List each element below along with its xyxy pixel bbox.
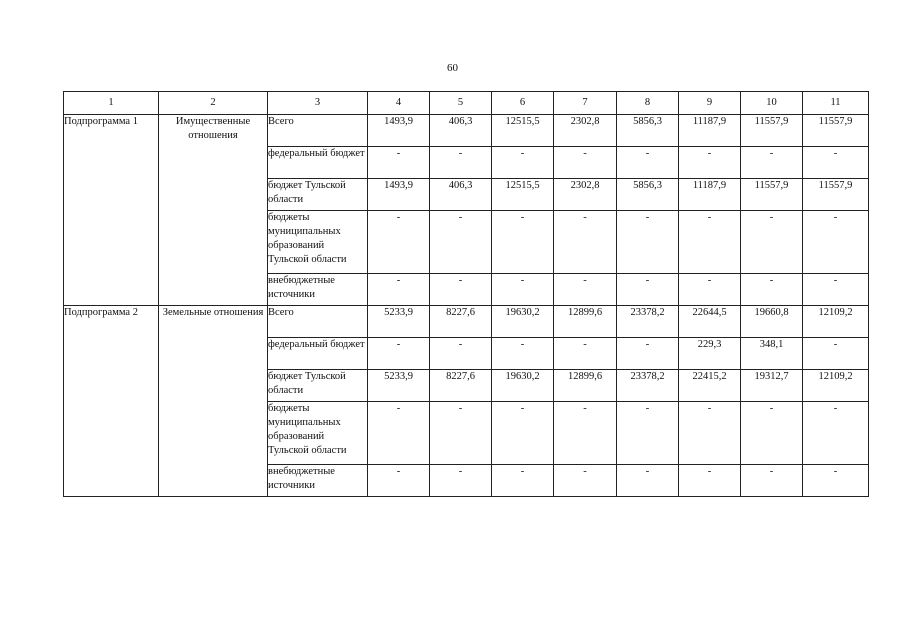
- subprogram-name: Земельные отношения: [159, 306, 268, 497]
- value-cell: 5856,3: [617, 179, 679, 211]
- subprogram-title: Подпрограмма 1: [64, 115, 159, 306]
- value-cell: 2302,8: [554, 115, 617, 147]
- funding-source: федеральный бюджет: [268, 147, 368, 179]
- page-number: 60: [447, 62, 458, 74]
- funding-source: внебюджетные источники: [268, 274, 368, 306]
- funding-source: Всего: [268, 115, 368, 147]
- value-cell: -: [554, 274, 617, 306]
- value-cell: -: [617, 274, 679, 306]
- funding-source: бюджеты муниципальных образований Тульской области: [268, 402, 368, 465]
- value-cell: -: [368, 465, 430, 497]
- value-cell: 11557,9: [803, 115, 869, 147]
- column-header: 11: [803, 92, 869, 115]
- value-cell: 406,3: [430, 115, 492, 147]
- column-header: 4: [368, 92, 430, 115]
- value-cell: 5233,9: [368, 306, 430, 338]
- value-cell: -: [368, 211, 430, 274]
- value-cell: -: [492, 211, 554, 274]
- table-row: [64, 306, 869, 338]
- funding-source: Всего: [268, 306, 368, 338]
- value-cell: -: [617, 402, 679, 465]
- value-cell: -: [679, 402, 741, 465]
- column-header: 9: [679, 92, 741, 115]
- value-cell: -: [617, 211, 679, 274]
- value-cell: 19630,2: [492, 370, 554, 402]
- column-header: 7: [554, 92, 617, 115]
- value-cell: -: [554, 338, 617, 370]
- value-cell: -: [368, 147, 430, 179]
- column-header: 3: [268, 92, 368, 115]
- value-cell: 22415,2: [679, 370, 741, 402]
- value-cell: 11187,9: [679, 179, 741, 211]
- value-cell: -: [554, 211, 617, 274]
- value-cell: 1493,9: [368, 115, 430, 147]
- funding-source: бюджет Тульской области: [268, 179, 368, 211]
- value-cell: -: [741, 402, 803, 465]
- value-cell: 348,1: [741, 338, 803, 370]
- subprogram-name: Имущественные отношения: [159, 115, 268, 306]
- value-cell: 8227,6: [430, 306, 492, 338]
- funding-source: бюджеты муниципальных образований Тульской области: [268, 211, 368, 274]
- value-cell: -: [368, 402, 430, 465]
- value-cell: 406,3: [430, 179, 492, 211]
- value-cell: 23378,2: [617, 370, 679, 402]
- table-row: [64, 115, 869, 147]
- column-header: 2: [159, 92, 268, 115]
- value-cell: -: [679, 274, 741, 306]
- budget-table: [63, 91, 869, 497]
- value-cell: -: [430, 338, 492, 370]
- value-cell: -: [741, 211, 803, 274]
- column-header: 1: [64, 92, 159, 115]
- value-cell: -: [492, 147, 554, 179]
- value-cell: 5856,3: [617, 115, 679, 147]
- header-row: [64, 92, 869, 115]
- value-cell: -: [617, 338, 679, 370]
- value-cell: -: [803, 147, 869, 179]
- value-cell: 1493,9: [368, 179, 430, 211]
- value-cell: 12109,2: [803, 370, 869, 402]
- value-cell: 229,3: [679, 338, 741, 370]
- value-cell: 23378,2: [617, 306, 679, 338]
- value-cell: 12109,2: [803, 306, 869, 338]
- value-cell: 11557,9: [741, 179, 803, 211]
- value-cell: -: [368, 338, 430, 370]
- value-cell: -: [430, 147, 492, 179]
- value-cell: 11557,9: [803, 179, 869, 211]
- column-header: 6: [492, 92, 554, 115]
- value-cell: -: [803, 338, 869, 370]
- value-cell: 5233,9: [368, 370, 430, 402]
- value-cell: -: [492, 338, 554, 370]
- column-header: 8: [617, 92, 679, 115]
- subprogram-title: Подпрограмма 2: [64, 306, 159, 497]
- table-body: [64, 115, 869, 497]
- value-cell: -: [554, 465, 617, 497]
- value-cell: -: [554, 402, 617, 465]
- funding-source: федеральный бюджет: [268, 338, 368, 370]
- value-cell: -: [679, 465, 741, 497]
- column-header: 10: [741, 92, 803, 115]
- value-cell: -: [430, 274, 492, 306]
- value-cell: 12515,5: [492, 115, 554, 147]
- value-cell: -: [741, 274, 803, 306]
- value-cell: 2302,8: [554, 179, 617, 211]
- value-cell: -: [741, 465, 803, 497]
- funding-source: внебюджетные источники: [268, 465, 368, 497]
- value-cell: -: [679, 147, 741, 179]
- value-cell: 19630,2: [492, 306, 554, 338]
- value-cell: -: [430, 465, 492, 497]
- value-cell: -: [430, 211, 492, 274]
- value-cell: -: [430, 402, 492, 465]
- value-cell: 12899,6: [554, 306, 617, 338]
- value-cell: -: [492, 274, 554, 306]
- value-cell: -: [679, 211, 741, 274]
- value-cell: -: [617, 465, 679, 497]
- value-cell: 8227,6: [430, 370, 492, 402]
- value-cell: 19312,7: [741, 370, 803, 402]
- value-cell: 12899,6: [554, 370, 617, 402]
- column-header: 5: [430, 92, 492, 115]
- value-cell: -: [803, 465, 869, 497]
- value-cell: -: [741, 147, 803, 179]
- value-cell: -: [554, 147, 617, 179]
- value-cell: -: [368, 274, 430, 306]
- value-cell: 11557,9: [741, 115, 803, 147]
- value-cell: 22644,5: [679, 306, 741, 338]
- value-cell: -: [803, 274, 869, 306]
- value-cell: -: [803, 402, 869, 465]
- value-cell: -: [617, 147, 679, 179]
- funding-source: бюджет Тульской области: [268, 370, 368, 402]
- value-cell: 19660,8: [741, 306, 803, 338]
- value-cell: 12515,5: [492, 179, 554, 211]
- value-cell: -: [803, 211, 869, 274]
- value-cell: -: [492, 402, 554, 465]
- value-cell: 11187,9: [679, 115, 741, 147]
- value-cell: -: [492, 465, 554, 497]
